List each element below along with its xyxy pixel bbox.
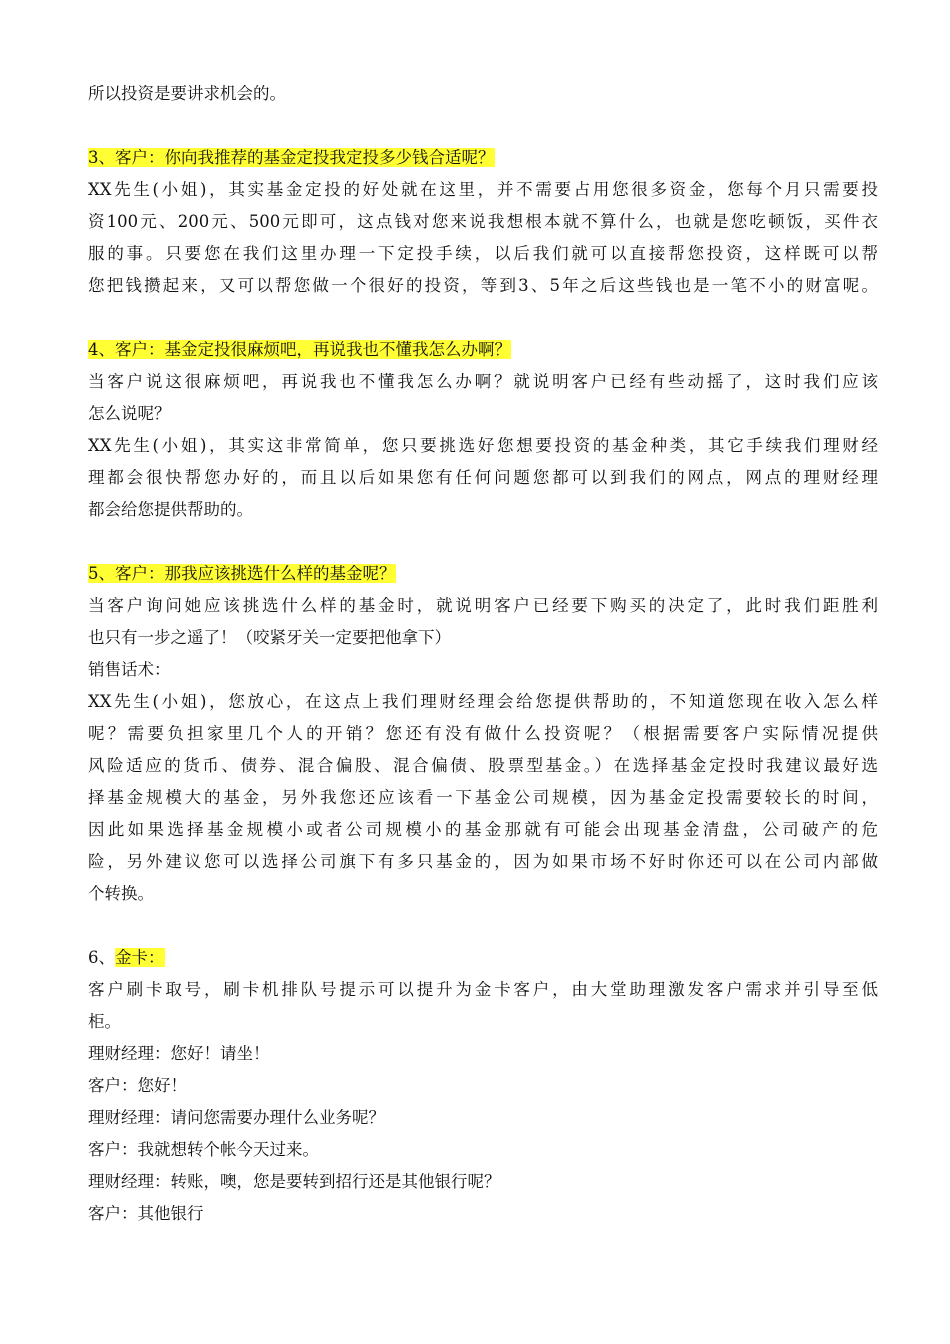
- section-4-paragraph-line: 都会给您提供帮助的。: [88, 500, 253, 519]
- dialogue-line: 理财经理：您好！请坐！: [88, 1044, 270, 1063]
- section-5-paragraph-line: XX先生(小姐)，您放心，在这点上我们理财经理会给您提供帮助的，不知道您现在收入怎么样: [88, 692, 878, 711]
- intro-line: 所以投资是要讲求机会的。: [88, 84, 286, 103]
- section-4-heading-text: 4、客户：基金定投很麻烦吧，再说我也不懂我怎么办啊？: [88, 340, 511, 359]
- section-6-heading-prefix: 6、: [88, 948, 115, 967]
- spacer: [88, 910, 878, 942]
- dialogue-line: 客户：您好！: [88, 1076, 187, 1095]
- dialogue-line: 理财经理：请问您需要办理什么业务呢？: [88, 1108, 385, 1127]
- section-5-paragraph-line: 呢？需要负担家里几个人的开销？您还有没有做什么投资呢？（根据需要客户实际情况提供: [88, 724, 878, 743]
- section-5-paragraph-line: 择基金规模大的基金，另外我您还应该看一下基金公司规模，因为基金定投需要较长的时间，: [88, 788, 878, 807]
- section-6-paragraph-line: 客户刷卡取号，刷卡机排队号提示可以提升为金卡客户，由大堂助理激发客户需求并引导至低: [88, 980, 878, 999]
- section-5-paragraph-line: 个转换。: [88, 884, 154, 903]
- section-4-heading: [88, 334, 878, 366]
- section-3-heading-text: 3、客户：你向我推荐的基金定投我定投多少钱合适呢？: [88, 148, 495, 167]
- section-5-heading: [88, 558, 878, 590]
- document-page: [88, 78, 878, 1230]
- dialogue-line: 客户：其他银行: [88, 1204, 204, 1223]
- section-4-paragraph-line: 怎么说呢？: [88, 404, 171, 423]
- section-5-paragraph-line: 因此如果选择基金规模小或者公司规模小的基金那就有可能会出现基金清盘，公司破产的危: [88, 820, 878, 839]
- spacer: [88, 110, 878, 142]
- section-5-paragraph-line: 当客户询问她应该挑选什么样的基金时，就说明客户已经要下购买的决定了，此时我们距胜利: [88, 596, 878, 615]
- section-5-paragraph-line: 险，另外建议您可以选择公司旗下有多只基金的，因为如果市场不好时你还可以在公司内部做: [88, 852, 878, 871]
- section-5-heading-text: 5、客户：那我应该挑选什么样的基金呢？: [88, 564, 396, 583]
- section-4-paragraph-line: 理都会很快帮您办好的，而且以后如果您有任何问题您都可以到我们的网点，网点的理财经理: [88, 468, 878, 487]
- section-6-paragraph-line: 柜。: [88, 1012, 121, 1031]
- section-6-heading-highlight: 金卡：: [115, 948, 165, 967]
- dialogue-line: 理财经理：转账，噢，您是要转到招行还是其他银行呢？: [88, 1172, 501, 1191]
- section-3-heading: [88, 142, 878, 174]
- section-4-paragraph-line: 当客户说这很麻烦吧，再说我也不懂我怎么办啊？就说明客户已经有些动摇了，这时我们应该: [88, 372, 878, 391]
- section-3-paragraph-line: 您把钱攒起来，又可以帮您做一个很好的投资，等到3、5年之后这些钱也是一笔不小的财富呢。: [88, 276, 878, 295]
- section-6-heading: [88, 942, 878, 974]
- section-5-paragraph-line: 风险适应的货币、债券、混合偏股、混合偏债、股票型基金。）在选择基金定投时我建议最好选: [88, 756, 878, 775]
- spacer: [88, 526, 878, 558]
- dialogue-line: 客户：我就想转个帐今天过来。: [88, 1140, 319, 1159]
- section-5-paragraph-line: 销售话术：: [88, 660, 171, 679]
- section-5-paragraph-line: 也只有一步之遥了！（咬紧牙关一定要把他拿下）: [88, 628, 451, 647]
- section-3-paragraph-line: 资100元、200元、500元即可，这点钱对您来说我想根本就不算什么，也就是您吃顿饭，买件衣: [88, 212, 878, 231]
- spacer: [88, 302, 878, 334]
- section-3-paragraph-line: 服的事。只要您在我们这里办理一下定投手续，以后我们就可以直接帮您投资，这样既可以帮: [88, 244, 878, 263]
- section-3-paragraph-line: XX先生(小姐)，其实基金定投的好处就在这里，并不需要占用您很多资金，您每个月只需要投: [88, 180, 878, 199]
- section-4-paragraph-line: XX先生(小姐)，其实这非常简单，您只要挑选好您想要投资的基金种类，其它手续我们理财经: [88, 436, 878, 455]
